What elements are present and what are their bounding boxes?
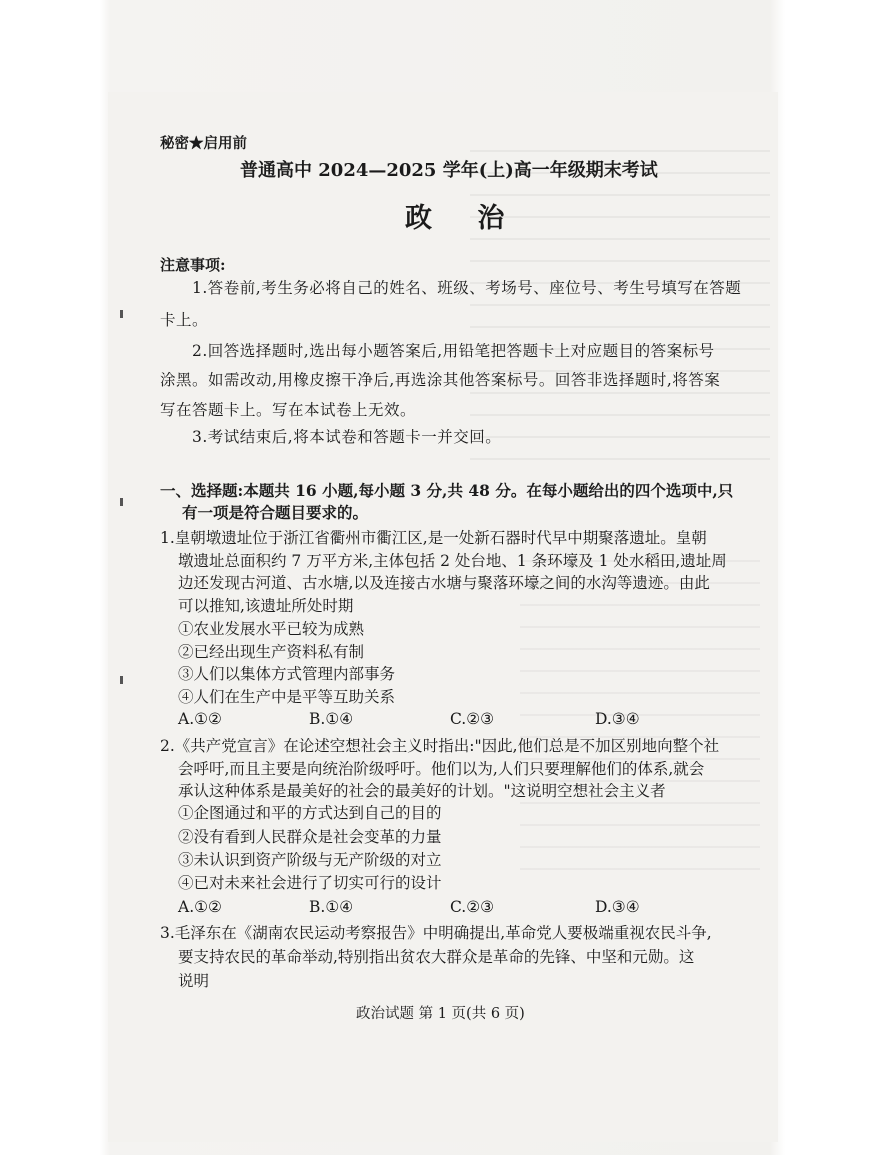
question-1-line-4: 可以推知,该遗址所处时期 [178,597,354,615]
notice-heading: 注意事项: [160,256,226,274]
notice-item-2-line-1: 2.回答选择题时,选出每小题答案后,用铅笔把答题卡上对应题目的答案标号 [192,342,715,360]
question-3-line-2: 要支持农民的革命举动,特别指出贫农大群众是革命的先锋、中坚和元勋。这 [178,948,695,966]
question-1-statement-3: ③人们以集体方式管理内部事务 [178,665,396,683]
notice-item-3-line-1: 3.考试结束后,将本试卷和答题卡一并交回。 [192,428,502,446]
question-2-statement-4: ④已对未来社会进行了切实可行的设计 [178,874,442,892]
question-2-line-2: 会呼吁,而且主要是向统治阶级呼吁。他们以为,人们只要理解他们的体系,就会 [178,760,705,778]
question-2-option-b: B.①④ [309,898,354,916]
question-3-line-1: 3.毛泽东在《湖南农民运动考察报告》中明确提出,革命党人要极端重视农民斗争, [160,924,712,942]
question-3-line-3: 说明 [178,972,210,990]
question-2-option-c: C.②③ [450,898,495,916]
question-1-line-2: 墩遗址总面积约 7 万平方米,主体包括 2 处台地、1 条环壕及 1 处水稻田,遗址周 [178,552,727,570]
notice-item-2-line-2: 涂黑。如需改动,用橡皮擦干净后,再选涂其他答案标号。回答非选择题时,将答案 [160,371,721,389]
question-2-option-d: D.③④ [595,898,640,916]
exam-title: 普通高中 2024—2025 学年(上)高一年级期末考试 [240,160,658,181]
question-1-option-b: B.①④ [309,710,354,728]
notice-item-1-line-1: 1.答卷前,考生务必将自己的姓名、班级、考场号、座位号、考生号填写在答题 [192,279,742,297]
question-1-line-3: 边还发现古河道、古水塘,以及连接古水塘与聚落环壕之间的水沟等遗迹。由此 [178,574,710,592]
question-2-line-3: 承认这种体系是最美好的社会的最美好的计划。"这说明空想社会主义者 [178,782,666,800]
section-heading-line-1: 一、选择题:本题共 16 小题,每小题 3 分,共 48 分。在每小题给出的四个选项中,只 [160,481,734,500]
subject-title: 政 治 [405,203,523,234]
question-2-statement-1: ①企图通过和平的方式达到自己的目的 [178,804,442,822]
question-1-statement-2: ②已经出现生产资料私有制 [178,643,365,661]
notice-item-2-line-3: 写在答题卡上。写在本试卷上无效。 [160,401,417,419]
question-1-statement-1: ①农业发展水平已较为成熟 [178,620,365,638]
section-heading-line-2: 有一项是符合题目要求的。 [182,503,369,522]
question-1-option-a: A.①② [178,710,222,728]
page-footer: 政治试题 第 1 页(共 6 页) [356,1006,525,1022]
question-1-option-c: C.②③ [450,710,495,728]
question-2-statement-2: ②没有看到人民群众是社会变革的力量 [178,828,442,846]
question-1-option-d: D.③④ [595,710,640,728]
question-2-line-1: 2.《共产党宣言》在论述空想社会主义时指出:"因此,他们总是不加区别地向整个社 [160,737,720,755]
question-1-statement-4: ④人们在生产中是平等互助关系 [178,688,396,706]
question-2-statement-3: ③未认识到资产阶级与无产阶级的对立 [178,851,442,869]
question-2-option-a: A.①② [178,898,222,916]
notice-item-1-line-2: 卡上。 [160,311,209,329]
question-1-line-1: 1.皇朝墩遗址位于浙江省衢州市衢江区,是一处新石器时代早中期聚落遗址。皇朝 [160,529,707,547]
secret-mark: 秘密★启用前 [160,135,247,152]
